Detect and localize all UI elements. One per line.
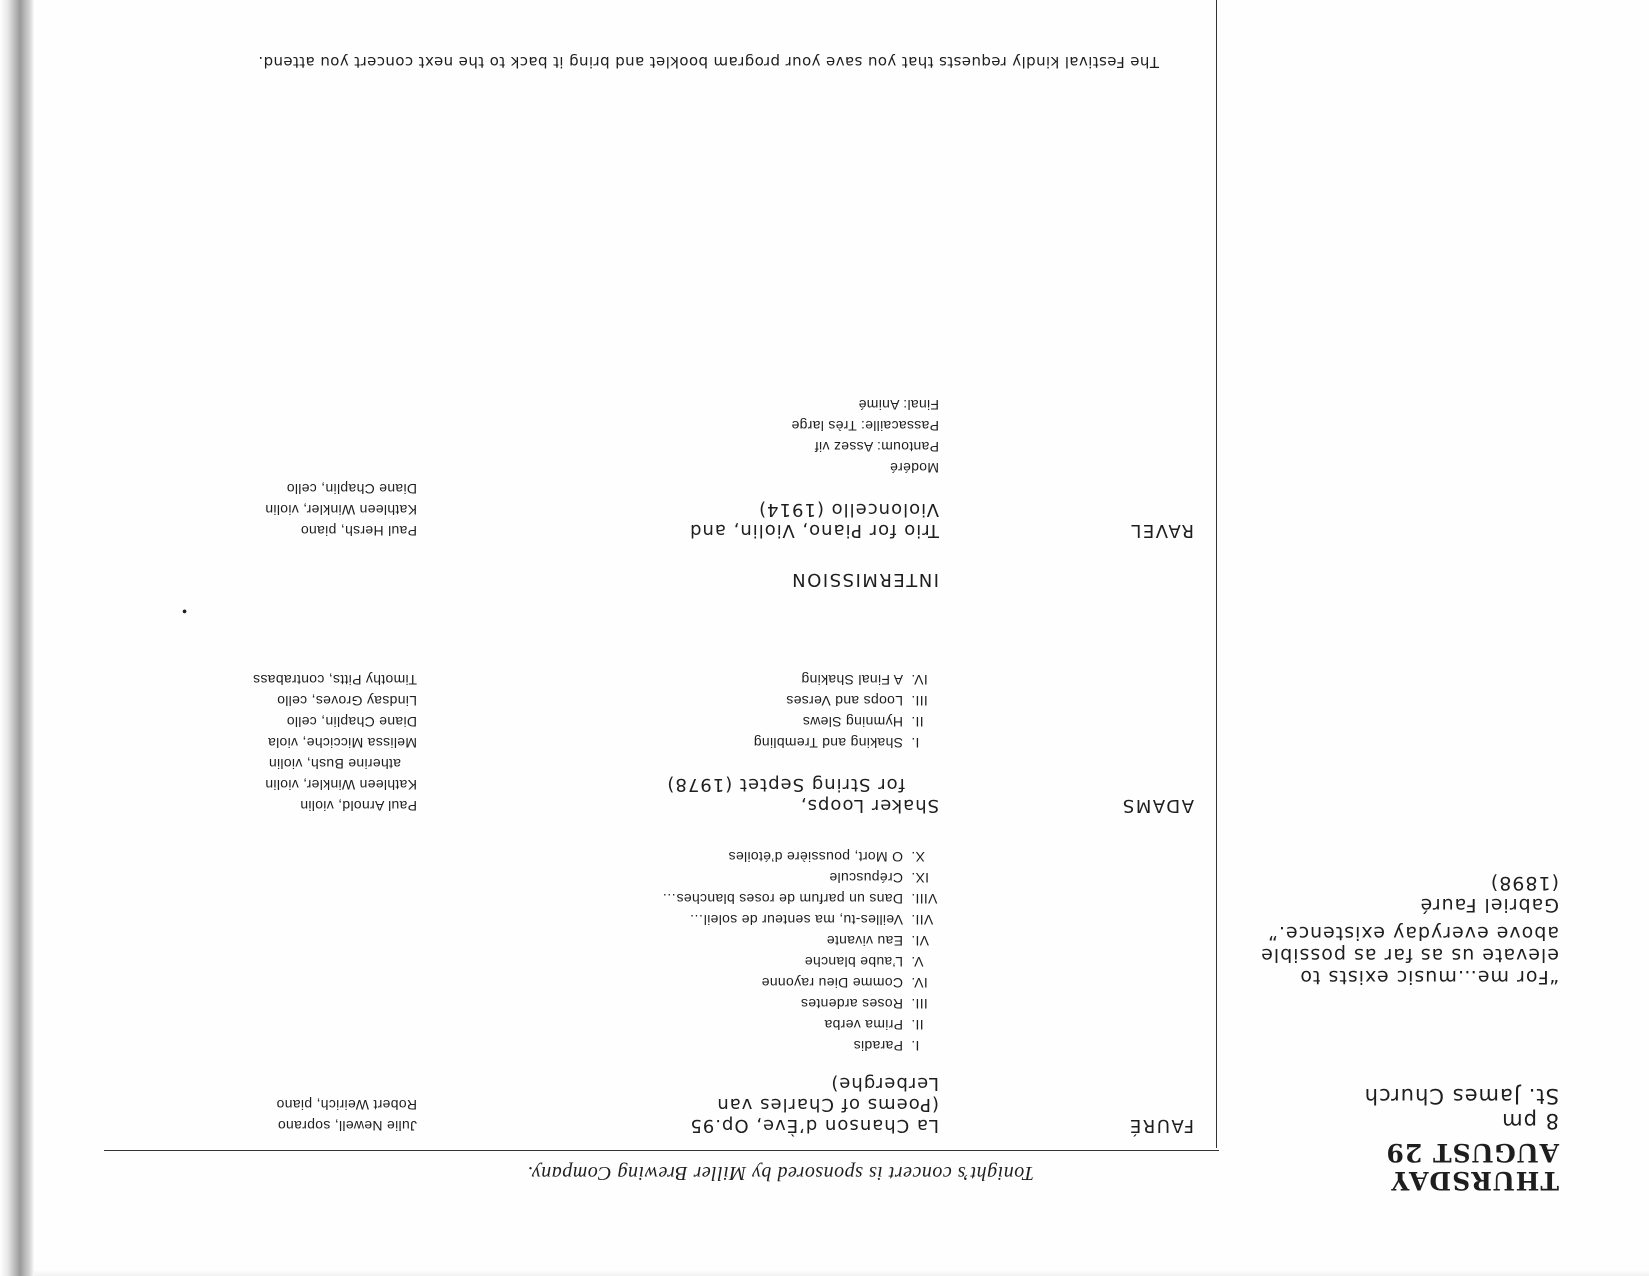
work-title: [689, 499, 939, 541]
movement: [801, 672, 939, 688]
movement-title: Veilles-tu, ma senteur de soleil…: [689, 912, 903, 928]
movement-title: O Mort, poussière d’étoiles: [728, 849, 903, 865]
movement: [815, 439, 939, 455]
movement-number: III.: [911, 693, 928, 709]
movement-title: Crépuscule: [829, 870, 903, 886]
movement-title: Prima verba: [824, 1017, 903, 1033]
movement-number: IV.: [911, 975, 928, 991]
binding-shadow: [0, 0, 34, 1276]
concert-date: AUGUST 29: [1385, 1138, 1559, 1167]
performer: Paul Arnold, violin: [300, 798, 417, 814]
performer: Paul Hersh, piano: [300, 523, 417, 539]
movement-number: III.: [911, 996, 928, 1012]
work-title-line: (Poems of Charles van: [716, 1094, 939, 1115]
quote-line: “For me…music exists to: [1299, 966, 1559, 988]
work-title-line: Lerberghe): [830, 1073, 939, 1094]
performer: Lindsay Groves, cello: [276, 693, 417, 709]
performer: Julie Newell, soprano: [277, 1118, 417, 1134]
movement-number: IV.: [911, 672, 928, 688]
performer: Kathleen Winkler, violin: [265, 502, 417, 518]
movement-title: Pantoum: Assez vif: [814, 439, 939, 455]
composer-name: ADAMS: [1121, 795, 1194, 816]
movement: [662, 891, 939, 907]
movement-title: Roses ardentes: [800, 996, 903, 1012]
movement: [754, 735, 940, 751]
performer: Timothy Pitts, contrabass: [252, 672, 417, 688]
quote-block: [1260, 872, 1559, 988]
movement-title: Shaking and Trembling: [753, 735, 903, 751]
movement-title: Comme Dieu rayonne: [761, 975, 903, 991]
movement: [824, 1017, 939, 1033]
movement-title: A Final Shaking: [801, 672, 903, 688]
movement: [803, 714, 939, 730]
movement: [786, 693, 939, 709]
movement-number: IX.: [911, 870, 930, 886]
movement-number: VI.: [911, 933, 930, 949]
stray-mark: •: [182, 604, 187, 620]
movement-number: II.: [911, 1017, 924, 1033]
movement: [689, 912, 939, 928]
movement-title: Modéré: [889, 460, 939, 476]
movement-title: Dans un parfum de roses blanches…: [661, 891, 903, 907]
movement: [827, 933, 939, 949]
quote-line: elevate us as far as possible: [1260, 944, 1559, 966]
movement-number: I.: [911, 735, 920, 751]
movement-title: Eau vivante: [826, 933, 903, 949]
movement-title: Hymning Slews: [802, 714, 903, 730]
work-title: [666, 774, 939, 816]
movement-number: VIII.: [911, 891, 938, 907]
quote-author: Gabriel Fauré: [1419, 894, 1559, 916]
page-edge-shadow: [0, 1270, 1649, 1276]
movement: [728, 849, 939, 865]
performer: Diane Chaplin, cello: [286, 714, 417, 730]
performer: Melissa Micciche, viola: [267, 735, 417, 751]
movement-number: X.: [911, 849, 925, 865]
sponsor-note: Tonight’s concert is sponsored by Miller Brewing Company.: [526, 1162, 1034, 1184]
composer-name: RAVEL: [1129, 520, 1194, 541]
intermission-label: INTERMISSION: [790, 569, 939, 590]
performer: atherine Bush, violin: [268, 756, 401, 772]
movement: [829, 870, 939, 886]
footer-note: The Festival kindly requests that you save your program booklet and bring it back to the next concert you attend.: [257, 53, 1159, 71]
movement: [761, 975, 939, 991]
quote-line: above everyday existence.”: [1267, 922, 1559, 944]
movement-title: Final: Animé: [858, 397, 939, 413]
composer-name: FAURÉ: [1128, 1115, 1194, 1136]
work-title-line: for String Septet (1978): [666, 774, 905, 795]
movement-title: Passacaille: Très large: [791, 418, 939, 434]
work-title: [689, 1073, 939, 1136]
movement: [853, 1038, 939, 1054]
movement-number: V.: [911, 954, 924, 970]
movement: [805, 954, 939, 970]
movement: [791, 418, 939, 434]
movement: [890, 460, 939, 476]
work-title-line: Trio for Piano, Violin, and: [689, 520, 939, 541]
performer: Diane Chaplin, cello: [286, 481, 417, 497]
performer: Kathleen Winkler, violin: [265, 777, 417, 793]
work-title-line: Violoncello (1914): [758, 499, 939, 520]
movement-number: II.: [911, 714, 924, 730]
movement: [858, 397, 939, 413]
movement-title: L’aube blanche: [804, 954, 903, 970]
movement-title: Loops and Verses: [786, 693, 903, 709]
horizontal-rule: [104, 1150, 1219, 1151]
movement-number: VII.: [911, 912, 934, 928]
movement-number: I.: [911, 1038, 920, 1054]
vertical-rule: [1216, 0, 1217, 1148]
concert-day: THURSDAY: [1390, 1166, 1559, 1195]
quote-year: (1898): [1489, 872, 1559, 894]
movement-title: Paradis: [853, 1038, 903, 1054]
work-title-line: Shaker Loops,: [799, 795, 939, 816]
movement: [801, 996, 939, 1012]
work-title-line: La Chanson d’Ève, Op.95: [689, 1115, 939, 1136]
concert-time: 8 pm: [1501, 1109, 1559, 1133]
concert-venue: St. James Church: [1363, 1084, 1559, 1108]
performer: Robert Weirich, piano: [276, 1097, 417, 1113]
